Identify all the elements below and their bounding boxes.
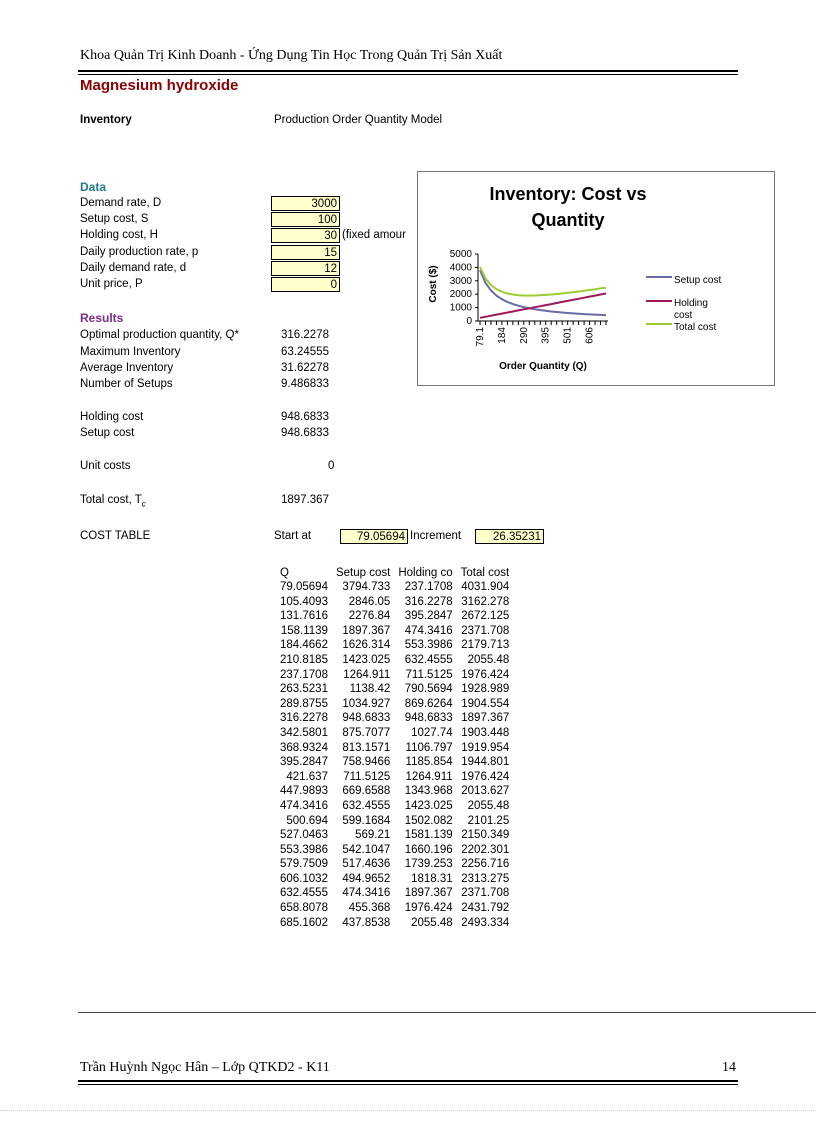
max-inv-label: Maximum Inventory (80, 346, 181, 358)
table-cell: 2256.716 (461, 858, 510, 871)
chart-x-tick-label: 184 (496, 327, 508, 344)
table-cell: 2846.05 (348, 595, 391, 608)
chart-legend-label-line: cost (674, 310, 693, 321)
table-cell: 474.3416 (342, 887, 391, 900)
table-cell: 455.368 (348, 902, 391, 915)
data-label-prod-rate: Daily production rate, p (80, 246, 199, 258)
table-row (276, 624, 513, 639)
unit-costs-label: Unit costs (80, 460, 131, 472)
holding-note: (fixed amour (342, 229, 406, 241)
table-cell: 569.21 (355, 829, 391, 842)
start-at-input[interactable]: 79.05694 (340, 529, 408, 544)
chart-series-line-total-cost (480, 267, 606, 296)
data-heading: Data (80, 180, 107, 194)
table-cell: 2313.275 (461, 872, 510, 885)
chart-y-tick-label: 0 (466, 316, 472, 327)
table-cell: 1904.554 (461, 697, 510, 710)
footer-author: Trần Huỳnh Ngọc Hân – Lớp QTKD2 - K11 (80, 1060, 330, 1075)
table-row (276, 726, 513, 741)
table-cell: 1423.025 (404, 799, 453, 812)
table-cell: 2276.84 (348, 610, 391, 623)
table-cell: 1976.424 (461, 668, 510, 681)
demand-rate-input[interactable]: 3000 (271, 196, 340, 211)
daily-demand-input[interactable]: 12 (271, 261, 340, 276)
table-cell: 500.694 (286, 814, 328, 827)
data-label-holding: Holding cost, H (80, 229, 158, 241)
table-cell: 685.1602 (280, 916, 328, 929)
footer-rule-thin (78, 1084, 738, 1085)
table-cell: 368.9324 (280, 741, 328, 754)
table-row (276, 653, 513, 668)
table-cell: 3162.278 (461, 595, 510, 608)
data-label-setup: Setup cost, S (80, 213, 149, 225)
data-label-demand-daily: Daily demand rate, d (80, 262, 187, 274)
table-cell: 599.1684 (342, 814, 391, 827)
table-row (276, 843, 513, 858)
table-cell: 2493.334 (461, 916, 510, 929)
table-cell: 316.2278 (280, 712, 328, 725)
chart-legend-label: Total cost (674, 322, 717, 333)
cost-table-label: COST TABLE (80, 530, 151, 542)
table-cell: 1502.082 (404, 814, 453, 827)
chart-title-line1: Inventory: Cost vs (489, 184, 647, 204)
table-cell: 494.9652 (342, 872, 391, 885)
table-cell: 237.1708 (404, 581, 453, 593)
start-at-label: Start at (274, 530, 312, 542)
table-cell: 1581.139 (404, 829, 453, 842)
table-cell: 1903.448 (461, 726, 510, 739)
chart-box (417, 171, 775, 386)
chart-x-tick-label: 501 (562, 327, 574, 344)
chart-legend-label: Setup cost (674, 275, 722, 286)
setup-cost-value: 948.6833 (281, 427, 329, 439)
cost-table-header (276, 566, 513, 580)
table-cell: 1944.801 (461, 756, 510, 769)
total-cost-subscript: c (141, 499, 146, 509)
table-cell: 948.6833 (342, 712, 391, 725)
table-cell: 517.4636 (342, 858, 391, 871)
table-cell: 105.4093 (280, 595, 328, 608)
footer-rule (78, 1080, 738, 1082)
table-row (276, 580, 513, 595)
page-header: Khoa Quản Trị Kinh Doanh - Ứng Dụng Tin Học Trong Quản Trị Sản Xuất (80, 48, 503, 63)
holding-cost-label: Holding cost (80, 411, 144, 423)
inventory-label: Inventory (80, 114, 132, 126)
table-cell: 1343.968 (404, 785, 453, 798)
table-cell: 1928.989 (461, 683, 510, 696)
table-row (276, 799, 513, 814)
chart-x-tick-label: 606 (584, 327, 596, 344)
holding-cost-input[interactable]: 30 (271, 228, 340, 243)
chart-legend (646, 275, 721, 333)
chart-y-tick-label: 1000 (449, 302, 472, 314)
table-cell: 758.9466 (342, 756, 391, 769)
table-row (276, 638, 513, 653)
chart-x-tick-label: 290 (518, 327, 530, 344)
table-cell: 1185.854 (405, 756, 453, 769)
table-cell: 79.05694 (280, 581, 328, 593)
page-title: Magnesium hydroxide (80, 77, 239, 94)
table-cell: 4031.904 (461, 581, 510, 593)
model-name: Production Order Quantity Model (274, 114, 443, 126)
table-cell: 474.3416 (404, 624, 453, 637)
table-row (276, 770, 513, 785)
table-cell: 790.5694 (404, 683, 453, 696)
chart-x-label: Order Quantity (Q) (499, 361, 587, 372)
optimal-label: Optimal production quantity, Q* (80, 329, 239, 341)
data-label-demand: Demand rate, D (80, 197, 162, 209)
table-cell: 2150.349 (461, 829, 510, 842)
holding-cost-value: 948.6833 (281, 411, 329, 423)
table-cell: 1660.196 (404, 843, 453, 856)
table-cell: 711.5125 (405, 668, 453, 681)
table-row (276, 711, 513, 726)
table-cell: 2013.627 (461, 785, 510, 798)
table-cell: 658.8078 (280, 902, 328, 915)
page-bottom-dots (0, 1110, 816, 1111)
setup-cost-input[interactable]: 100 (271, 212, 340, 227)
table-cell: 131.7616 (280, 610, 328, 623)
table-cell: 632.4555 (404, 653, 453, 666)
table-row (276, 682, 513, 697)
table-cell: 669.6588 (342, 785, 391, 798)
total-cost-label-text: Total cost, T (80, 494, 142, 506)
table-row (276, 609, 513, 624)
total-cost-label (80, 494, 146, 508)
table-cell: 1106.797 (405, 741, 453, 754)
table-cell: 527.0463 (280, 829, 328, 842)
table-cell: 579.7509 (280, 858, 328, 871)
table-cell: 342.5801 (280, 726, 328, 739)
table-cell: 1264.911 (405, 770, 453, 783)
table-cell: 237.1708 (280, 668, 328, 681)
page-number: 14 (722, 1060, 736, 1075)
table-cell: 2179.713 (461, 639, 510, 652)
table-cell: 2055.48 (411, 916, 453, 929)
table-cell: 437.8538 (342, 916, 391, 929)
table-cell: 158.1139 (280, 624, 328, 637)
chart-y-tick-label: 5000 (449, 249, 472, 260)
table-cell: 2101.25 (467, 814, 510, 827)
table-cell: 1423.025 (342, 653, 391, 666)
chart-title-line2: Quantity (531, 210, 605, 230)
table-cell: 1034.927 (342, 697, 391, 710)
table-cell: 553.3986 (404, 639, 453, 652)
table-cell: 2672.125 (461, 610, 510, 623)
col-header-q: Q (280, 567, 289, 579)
chart-y-label: Cost ($) (428, 265, 439, 303)
daily-production-input[interactable]: 15 (271, 245, 340, 260)
results-heading: Results (80, 311, 124, 325)
unit-price-input[interactable]: 0 (271, 277, 340, 292)
table-row (276, 668, 513, 683)
cost-chart (418, 172, 774, 385)
table-row (276, 857, 513, 872)
header-rule-thin (78, 74, 738, 75)
unit-costs-value: 0 (328, 460, 335, 472)
col-header-holding: Holding co (398, 567, 453, 579)
setup-cost-label: Setup cost (80, 427, 135, 439)
cost-table (276, 566, 513, 930)
table-cell: 869.6264 (404, 697, 453, 710)
table-cell: 1264.911 (343, 668, 391, 681)
table-cell: 395.2847 (404, 610, 453, 623)
table-cell: 263.5231 (280, 683, 328, 696)
table-cell: 2371.708 (461, 624, 510, 637)
table-cell: 632.4555 (280, 887, 328, 900)
table-cell: 184.4662 (280, 639, 328, 652)
col-header-total: Total cost (460, 567, 510, 579)
table-cell: 1976.424 (461, 770, 510, 783)
data-label-unit-price: Unit price, P (80, 278, 143, 290)
table-cell: 1027.74 (411, 726, 453, 739)
table-cell: 632.4555 (342, 799, 391, 812)
chart-legend-label (674, 298, 708, 321)
header-rule (78, 70, 738, 72)
col-header-setup: Setup cost (335, 567, 391, 579)
table-cell: 813.1571 (342, 741, 391, 754)
footer-separator (78, 1012, 816, 1013)
table-cell: 210.8185 (280, 653, 328, 666)
table-cell: 1897.367 (404, 887, 453, 900)
table-cell: 2371.708 (461, 887, 510, 900)
table-cell: 289.8755 (280, 697, 328, 710)
avg-inv-label: Average Inventory (80, 362, 174, 374)
max-inv-value: 63.24555 (281, 346, 329, 358)
avg-inv-value: 31.62278 (281, 362, 329, 374)
table-cell: 1626.314 (342, 639, 391, 652)
table-cell: 2431.792 (461, 902, 510, 915)
table-row (276, 741, 513, 756)
table-cell: 553.3986 (280, 843, 328, 856)
table-cell: 474.3416 (280, 799, 328, 812)
table-cell: 3794.733 (342, 581, 391, 593)
table-cell: 606.1032 (280, 872, 328, 885)
table-cell: 1919.954 (461, 741, 510, 754)
increment-input[interactable]: 26.35231 (475, 529, 544, 544)
table-cell: 542.1047 (342, 843, 391, 856)
table-cell: 1976.424 (404, 902, 453, 915)
table-cell: 1897.367 (461, 712, 510, 725)
chart-legend-label-line: Holding (674, 298, 708, 309)
table-cell: 2055.48 (467, 653, 510, 666)
total-cost-value: 1897.367 (281, 494, 329, 506)
table-cell: 447.9893 (280, 785, 328, 798)
cost-table-body (276, 580, 513, 930)
table-cell: 1138.42 (349, 683, 391, 696)
optimal-value: 316.2278 (281, 329, 329, 341)
chart-x-tick-label: 395 (540, 327, 552, 344)
chart-series (480, 267, 606, 318)
table-row (276, 901, 513, 916)
table-cell: 2055.48 (467, 799, 510, 812)
table-row (276, 784, 513, 799)
table-row (276, 828, 513, 843)
table-row (276, 886, 513, 901)
table-cell: 316.2278 (404, 595, 453, 608)
table-cell: 2202.301 (461, 843, 510, 856)
table-cell: 875.7077 (342, 726, 391, 739)
table-cell: 1897.367 (342, 624, 391, 637)
table-row (276, 814, 513, 829)
table-row (276, 916, 513, 931)
table-row (276, 872, 513, 887)
chart-series-line-setup-cost (480, 270, 606, 315)
table-cell: 395.2847 (280, 756, 328, 769)
increment-label: Increment (410, 530, 462, 542)
table-cell: 1739.253 (404, 858, 453, 871)
table-cell: 711.5125 (343, 770, 391, 783)
setups-label: Number of Setups (80, 378, 173, 390)
setups-value: 9.486833 (281, 378, 329, 390)
table-row (276, 755, 513, 770)
table-cell: 1818.31 (411, 872, 453, 885)
table-cell: 421.637 (286, 770, 328, 783)
table-row (276, 697, 513, 712)
chart-y-tick-label: 3000 (449, 275, 472, 287)
chart-y-tick-label: 2000 (449, 289, 472, 301)
chart-y-tick-label: 4000 (449, 262, 472, 274)
table-cell: 948.6833 (404, 712, 453, 725)
chart-x-tick-label: 79.1 (475, 327, 486, 347)
table-row (276, 595, 513, 610)
